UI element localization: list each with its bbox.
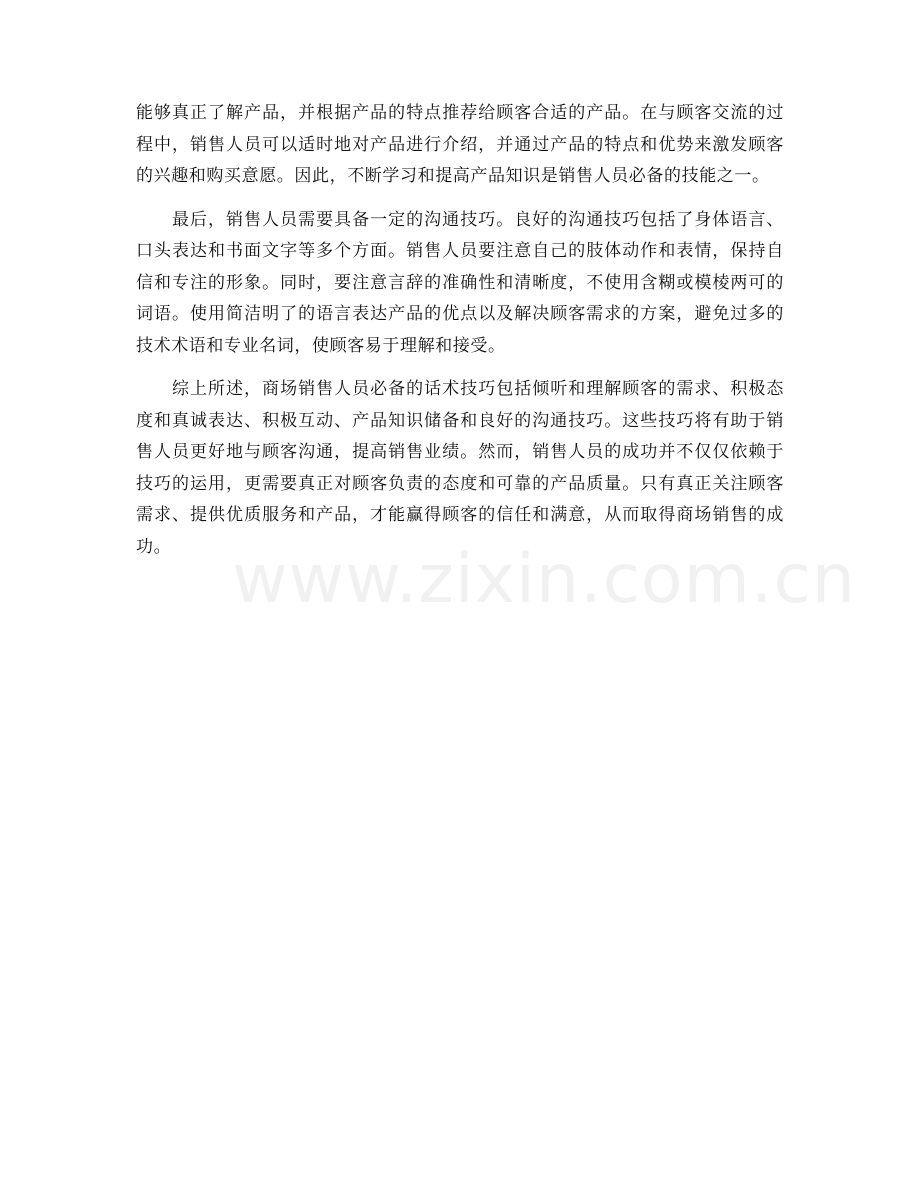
paragraph-conclusion: 综上所述，商场销售人员必备的话术技巧包括倾听和理解顾客的需求、积极态度和真诚表达、积极互动、产品知识储备和良好的沟通技巧。这些技巧将有助于销售人员更好地与顾客沟通，提高销售业绩。然而，销售人员的成功并不仅仅依赖于技巧的运用，更需要真正对顾客负责的态度和可靠的产品质量。只有真正关注顾客需求、提供优质服务和产品，才能赢得顾客的信任和满意，从而取得商场销售的成功。 <box>136 379 784 557</box>
document-body <box>136 98 784 563</box>
paragraph-product-knowledge: 能够真正了解产品，并根据产品的特点推荐给顾客合适的产品。在与顾客交流的过程中，销售人员可以适时地对产品进行介绍，并通过产品的特点和优势来激发顾客的兴趣和购买意愿。因此，不断学习和提高产品知识是销售人员必备的技能之一。 <box>136 103 784 186</box>
paragraph-communication-skills: 最后，销售人员需要具备一定的沟通技巧。良好的沟通技巧包括了身体语言、口头表达和书面文字等多个方面。销售人员要注意自己的肢体动作和表情，保持自信和专注的形象。同时，要注意言辞的准确性和清晰度，不使用含糊或模棱两可的词语。使用简洁明了的语言表达产品的优点以及解决顾客需求的方案，避免过多的技术术语和专业名词，使顾客易于理解和接受。 <box>136 209 784 356</box>
watermark: www.zixin.com.cn <box>232 540 856 619</box>
